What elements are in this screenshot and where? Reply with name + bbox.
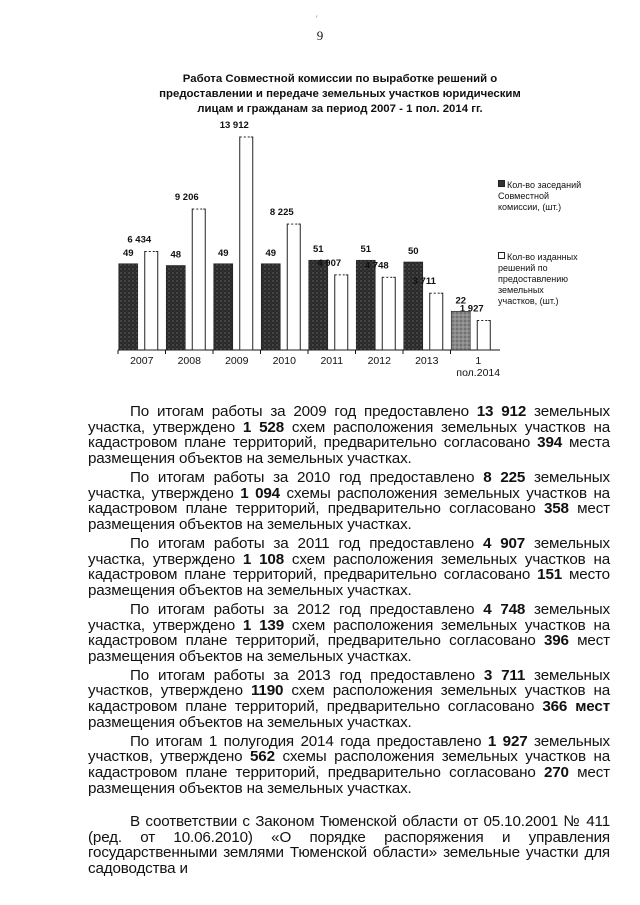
bar-meetings: [166, 266, 185, 350]
data-label-decisions: 3 711: [412, 276, 436, 288]
data-label-decisions: 9 206: [174, 192, 199, 204]
legend-text-meetings-3: комиссии, (шт.): [498, 202, 562, 212]
text-run: В соответствии с Законом Тюменской области от 05.10.2001 № 411 (ред. от 10.06.2010) «О порядке распоряжения и управления государственными землями Тюменской области» земельные участки для садоводства и: [88, 813, 610, 877]
x-tick-label: 2013: [415, 355, 439, 367]
text-run: схемы расположения земельных участков на кадастровом плане территорий, предварительно согласовано: [88, 748, 610, 782]
bold-number: 4 907: [482, 534, 526, 552]
bar-decisions: [287, 224, 300, 350]
text-run: земельных участков, утверждено: [88, 666, 610, 700]
paragraph: [88, 668, 610, 730]
bold-number: 1 139: [242, 616, 284, 634]
bold-number: 1 927: [487, 732, 528, 750]
legend-text-decisions-5: участков, (шт.): [498, 296, 559, 306]
paragraph: [88, 470, 610, 532]
bar-meetings: [309, 260, 328, 350]
text-run: По итогам работы за 2009 год предоставлено: [130, 403, 477, 420]
data-label-meetings: 48: [170, 249, 182, 261]
text-run: земельных участка, утверждено: [88, 600, 610, 634]
bold-number: 8 225: [483, 468, 526, 486]
bold-number: 3 711: [483, 666, 526, 684]
data-label-decisions: 4 907: [317, 257, 342, 269]
bar-decisions: [430, 293, 443, 350]
text-run: По итогам работы за 2010 год предоставлено: [130, 468, 484, 486]
legend-text-decisions-3: предоставлению: [498, 274, 569, 284]
data-label-decisions: 1 927: [459, 303, 484, 315]
text-run: земельных участков, утверждено: [88, 732, 610, 766]
paragraph: [88, 404, 610, 466]
text-run: мест размещения объектов на земельных участках.: [88, 632, 610, 665]
bar-decisions: [145, 251, 158, 350]
bar-decisions: [477, 320, 490, 350]
data-label-decisions: 4 748: [364, 260, 389, 272]
bold-number: 1 094: [240, 484, 280, 502]
text-run: мест размещения объектов на земельных участках.: [88, 500, 610, 533]
data-label-meetings: 22: [455, 295, 467, 307]
data-label-meetings: 49: [122, 247, 134, 259]
bold-number: 4 748: [483, 600, 526, 618]
data-label-meetings: 49: [217, 247, 229, 259]
chart-title-line-3: лицам и гражданам за период 2007 - 1 пол. 2014 гг.: [197, 103, 483, 115]
x-axis: [118, 350, 500, 354]
text-run: место размещения объектов на земельных участках.: [88, 566, 610, 599]
paragraph: [88, 734, 610, 796]
text-run: схемы расположения земельных участков на кадастровом плане территорий, предварительно согласовано: [88, 484, 610, 518]
text-run: земельных участка, утверждено: [88, 534, 610, 568]
text-run: земельных участка, утверждено: [88, 468, 610, 502]
paragraph: [88, 602, 610, 664]
paragraph: [88, 536, 610, 598]
data-label-decisions: 8 225: [269, 207, 294, 219]
x-tick-label: 2008: [177, 355, 201, 367]
bold-number: 1190: [250, 682, 284, 700]
text-run: схем расположения земельных участков на кадастровом плане территорий, предварительно согласовано: [88, 616, 610, 650]
text-run: По итогам работы за 2013 год предоставлено: [130, 666, 484, 684]
bold-number: 1 108: [242, 550, 284, 568]
text-run: По итогам работы за 2012 год предоставлено: [130, 600, 484, 618]
data-label-meetings: 51: [360, 244, 372, 256]
data-label-meetings: 49: [265, 247, 277, 259]
x-tick-label: 2009: [225, 355, 249, 367]
chart-title-line-2: предоставлении и передаче земельных участков юридическим: [159, 88, 521, 100]
legend-text-meetings-1: Кол-во заседаний: [507, 180, 582, 190]
bar-decisions: [240, 137, 253, 350]
x-tick-label: 1: [475, 355, 482, 367]
paragraph: [88, 814, 610, 876]
bold-number: 358: [543, 500, 569, 518]
legend-text-decisions-1: Кол-во изданных: [507, 252, 578, 262]
x-tick-label: 2010: [272, 355, 296, 367]
legend-swatch-dark: [498, 180, 505, 187]
x-tick-label: пол.2014: [456, 367, 501, 379]
x-tick-label: 2012: [367, 355, 391, 367]
scan-mark: ': [316, 14, 318, 24]
bar-meetings: [214, 264, 233, 350]
data-label-meetings: 50: [407, 246, 419, 257]
bold-number: 270: [543, 764, 569, 782]
bold-number: 394: [537, 434, 563, 452]
text-run: По итогам 1 полугодия 2014 года предоставлено: [130, 732, 488, 750]
bar-meetings: [356, 260, 375, 350]
legend-text-decisions-2: решений по: [498, 263, 548, 273]
text-run: места размещения объектов на земельных участках.: [88, 434, 610, 467]
page-number: 9: [316, 28, 324, 43]
bold-number: 13 912: [476, 403, 527, 420]
data-label-decisions: 6 434: [127, 234, 152, 246]
text-run: схем расположения земельных участков на кадастровом плане территорий, предварительно согласовано: [88, 418, 610, 452]
x-tick-label: 2011: [320, 355, 344, 367]
bold-number: 366: [542, 698, 568, 716]
bar-decisions: [335, 275, 348, 350]
text-run: По итогам работы за 2011 год предоставлено: [130, 534, 483, 552]
bold-number: 396: [543, 632, 569, 650]
bold-number: 151: [537, 566, 563, 584]
bar-meetings: [261, 264, 280, 350]
data-label-meetings: 51: [312, 244, 324, 256]
bar-meetings: [119, 264, 138, 350]
text-run: мест размещения объектов на земельных участках.: [88, 764, 610, 797]
body-text: [88, 404, 610, 880]
x-tick-label: 2007: [130, 355, 154, 367]
bars-group: [119, 137, 491, 350]
text-run: размещения объектов на земельных участках.: [88, 713, 412, 731]
bold-number: мест: [575, 698, 610, 716]
bar-decisions: [192, 209, 205, 350]
data-label-decisions: 13 912: [219, 120, 249, 131]
bold-number: 562: [250, 748, 275, 766]
bar-decisions: [382, 277, 395, 350]
chart-title-line-1: Работа Совместной комиссии по выработке решений о: [182, 73, 498, 85]
bar-meetings: [451, 311, 470, 350]
bold-number: 1 528: [242, 418, 284, 436]
legend-swatch-light: [498, 252, 505, 259]
legend-item-meetings: [498, 180, 593, 213]
text-run: схем расположения земельных участков на кадастровом плане территорий, предварительно согласовано: [88, 550, 610, 584]
text-run: схем расположения земельных участков на кадастровом плане территорий, предварительно согласовано: [88, 682, 611, 716]
legend-text-decisions-4: земельных: [498, 285, 544, 295]
text-run: земельных участка, утверждено: [88, 403, 610, 436]
legend-item-decisions: [498, 252, 593, 307]
legend-text-meetings-2: Совместной: [498, 191, 550, 201]
